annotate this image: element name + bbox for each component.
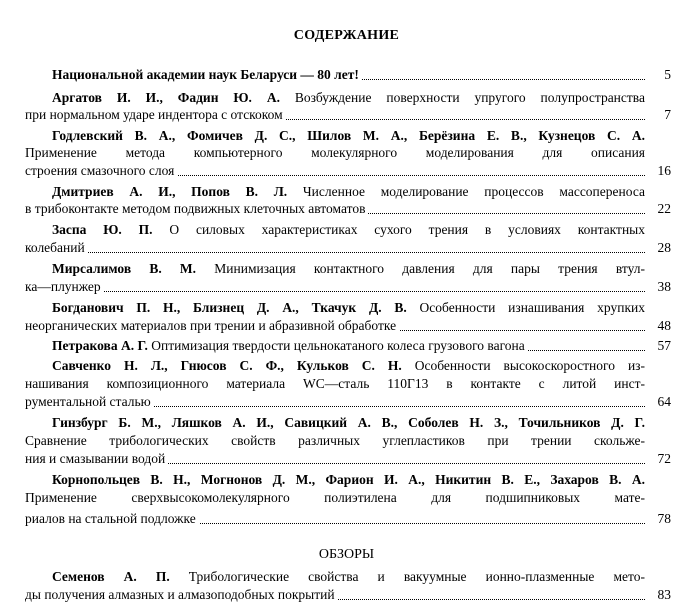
entry-title: Сравнение трибологических свойств различных углепластиков при трении скольже-	[25, 433, 645, 448]
entry-title: Трибологические свойства и вакуумные ионно-плазменные мето-	[169, 569, 645, 584]
toc-entry-godlevsky-cont	[25, 144, 645, 162]
entry-authors: Годлевский В. А., Фомичев Д. С., Шилов М. А., Берёзина Е. В., Кузнецов С. А.	[52, 128, 645, 143]
entry-authors: Гинзбург Б. М., Ляшков А. И., Савицкий А. В., Соболев Н. З., Точильников Д. Г.	[52, 415, 645, 430]
entry-title: Национальной академии наук Беларуси — 80 лет!	[52, 67, 362, 82]
entry-authors: Семенов А. П.	[52, 569, 170, 584]
toc-entry-bogdanovich	[52, 299, 645, 317]
entry-title-cont: рументальной сталью	[25, 394, 154, 409]
entry-authors: Заспа Ю. П.	[52, 222, 153, 237]
entry-title-cont: нашивания композиционного материала WC—сталь 110Г13 в контакте с литой инст-	[25, 376, 645, 391]
page-number: 48	[657, 318, 671, 333]
toc-entry-argatov-cont	[25, 106, 645, 124]
entry-title-cont: неорганических материалов при трении и абразивной обработке	[25, 318, 399, 333]
entry-authors: Савченко Н. Л., Гнюсов С. Ф., Кульков С. Н.	[52, 358, 402, 373]
entry-title-cont: в трибоконтакте методом подвижных клеточных автоматов	[25, 201, 368, 216]
page-number: 72	[657, 451, 671, 466]
entry-title-cont: ды получения алмазных и алмазоподобных покрытий	[25, 587, 338, 602]
entry-title-cont: ния и смазывании водой	[25, 451, 168, 466]
entry-authors: Петракова А. Г.	[52, 338, 148, 353]
page-number: 7	[664, 107, 671, 122]
toc-entry-bogdanovich-cont	[25, 317, 645, 335]
page-number: 28	[657, 240, 671, 255]
page-number: 16	[657, 163, 671, 178]
toc-entry-ginzburg-cont	[25, 432, 645, 450]
entry-authors: Корнопольцев В. Н., Могнонов Д. М., Фарион И. А., Никитин В. Е., Захаров В. А.	[52, 472, 645, 487]
entry-title: Оптимизация твердости цельнокатаного колеса грузового вагона	[147, 338, 525, 353]
toc-entry-ginzburg-cont2	[25, 450, 645, 468]
toc-entry-savchenko-cont2	[25, 393, 645, 411]
toc-entry-kornopoltsev-cont	[25, 489, 645, 507]
toc-entry-dmitriev	[52, 183, 645, 201]
section-heading-reviews: ОБЗОРЫ	[318, 547, 375, 562]
entry-title: Особенности изнашивания хрупких	[406, 300, 645, 315]
page-title: СОДЕРЖАНИЕ	[293, 28, 400, 43]
toc-entry-mirsalimov-cont	[25, 278, 645, 296]
toc-entry-petrakova	[52, 337, 645, 355]
toc-entry-ginzburg	[52, 414, 645, 432]
toc-entry-zaspa	[52, 221, 645, 239]
entry-title-cont: строения смазочного слоя	[25, 163, 177, 178]
page-number: 57	[657, 338, 671, 353]
toc-entry-kornopoltsev-cont2	[25, 510, 645, 528]
entry-authors: Мирсалимов В. М.	[52, 261, 197, 276]
page-number: 5	[664, 67, 671, 82]
entry-title-cont: ка—плунжер	[25, 279, 104, 294]
toc-entry-mirsalimov	[52, 260, 645, 278]
toc-entry-savchenko	[52, 357, 645, 375]
toc-entry-godlevsky-cont2	[25, 162, 645, 180]
entry-title: Возбуждение поверхности упругого полупространства	[279, 90, 645, 105]
entry-title: Минимизация контактного давления для пары трения втул-	[196, 261, 645, 276]
toc-entry-dmitriev-cont	[25, 200, 645, 218]
toc-entry-kornopoltsev	[52, 471, 645, 489]
toc-entry-savchenko-cont	[25, 375, 645, 393]
entry-authors: Дмитриев А. И., Попов В. Л.	[52, 184, 288, 199]
entry-authors: Богданович П. Н., Близнец Д. А., Ткачук Д. В.	[52, 300, 407, 315]
toc-entry-semenov-cont	[25, 586, 645, 604]
toc-entry-semenov	[52, 568, 645, 586]
toc-entry-zaspa-cont	[25, 239, 645, 257]
toc-entry-argatov	[52, 89, 645, 107]
entry-title: Особенности высокоскоростного из-	[401, 358, 645, 373]
page-number: 38	[657, 279, 671, 294]
page-number: 83	[657, 587, 671, 602]
page-number: 78	[657, 511, 671, 526]
entry-authors: Аргатов И. И., Фадин Ю. А.	[52, 90, 280, 105]
page-number: 22	[657, 201, 671, 216]
entry-title: Применение сверхвысокомолекулярного полиэтилена для подшипниковых мате-	[25, 490, 645, 505]
entry-title: Численное моделирование процессов массопереноса	[287, 184, 645, 199]
entry-title: О силовых характеристиках сухого трения в условиях контактных	[152, 222, 645, 237]
entry-title-cont: риалов на стальной подложке	[25, 511, 199, 526]
entry-title-cont: при нормальном ударе индентора с отскоком	[25, 107, 286, 122]
page-number: 64	[657, 394, 671, 409]
toc-entry-anniversary	[52, 66, 645, 84]
entry-title: Применение метода компьютерного молекулярного моделирования для описания	[25, 145, 645, 160]
toc-entry-godlevsky	[52, 127, 645, 145]
entry-title-cont: колебаний	[25, 240, 88, 255]
